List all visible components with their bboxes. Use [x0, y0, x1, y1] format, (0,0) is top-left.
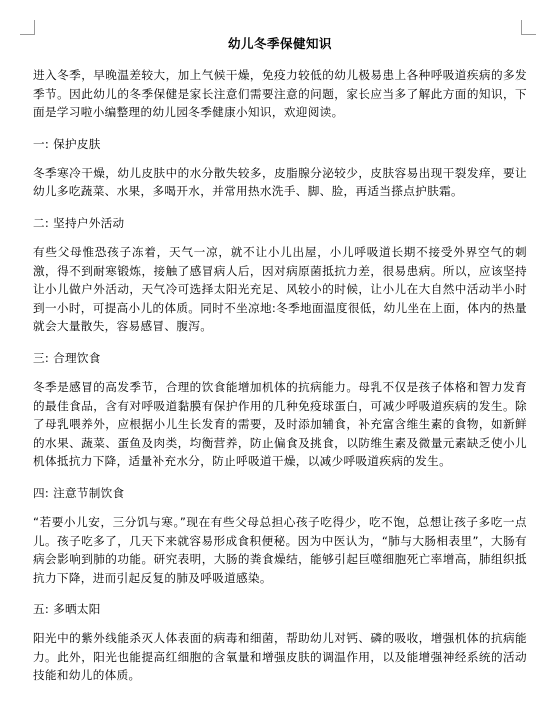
intro-paragraph: 进入冬季，早晚温差较大，加上气候干燥，免疫力较低的幼儿极易患上各种呼吸道疾病的多发季节。因此幼儿的冬季保健是家长注意们需要注意的问题，家长应当多了解此方面的知识，下面是学习啦小编整理的幼儿园冬季健康小知识，欢迎阅读。: [33, 68, 527, 120]
section-heading-skin: 一: 保护皮肤: [33, 136, 101, 151]
section-body-diet: 冬季是感冒的高发季节，合理的饮食能增加机体的抗病能力。母乳不仅是孩子体格和智力发育的最佳食品，含有对呼吸道黏膜有保护作用的几种免疫球蛋白，可减少呼吸道疾病的发生。除了母乳喂养外，应根据小儿生长发育的需要，及时添加辅食，补充富含维生素的食物，如新鲜的水果、蔬菜、蛋鱼及肉类，均衡营养，防止偏食及挑食，以防维生素及微量元素缺乏使小儿机体抵抗力下降，适量补充水分，防止呼吸道干燥，以减少呼吸道疾病的发生。: [33, 379, 527, 469]
document-title: 幼儿冬季保健知识: [227, 36, 332, 51]
section-body-moderation: “若要小儿安，三分饥与寒。”现在有些父母总担心孩子吃得少，吃不饱，总想让孩子多吃一点儿。孩子吃多了，几天下来就容易形成食积便秘。因为中医认为，“肺与大肠相表里”，大肠有病会影响到肺的功能。研究表明，大肠的粪食燥结，能够引起巨噬细胞死亡率增高，肺组织抵抗力下降，进而引起反复的肺及呼吸道感染。: [33, 514, 527, 585]
document-body: [33, 34, 527, 698]
section-body-sunlight: 阳光中的紫外线能杀灭人体表面的病毒和细菌，帮助幼儿对钙、磷的吸收，增强机体的抗病能力。此外，阳光也能提高红细胞的含氧量和增强皮肤的调温作用，以及能增强神经系统的活动技能和幼儿的体质。: [33, 631, 527, 683]
section-heading-sunlight: 五: 多晒太阳: [33, 602, 101, 617]
section-body-skin: 冬季寒冷干燥，幼儿皮肤中的水分散失较多，皮脂腺分泌较少，皮肤容易出现干裂发痒，要让幼儿多吃蔬菜、水果，多喝开水，并常用热水洗手、脚、脸，再适当搽点护肤霜。: [33, 165, 527, 199]
section-heading-outdoor: 二: 坚持户外活动: [33, 215, 125, 230]
section-heading-moderation: 四: 注意节制饮食: [33, 485, 125, 500]
page-corner-mark-right: [521, 20, 536, 35]
section-heading-diet: 三: 合理饮食: [33, 350, 101, 365]
page-corner-mark-left: [20, 20, 35, 35]
section-body-outdoor: 有些父母惟恐孩子冻着，天气一凉，就不让小儿出屋，小儿呼吸道长期不接受外界空气的刺激，得不到耐寒锻炼，接触了感冒病人后，因对病原菌抵抗力差，很易患病。所以，应该坚持让小儿做户外活动，天气冷可选择太阳光充足、风较小的时候，让小儿在大自然中活动半小时到一小时，可提高小儿的体质。同时不坐凉地:冬季地面温度很低，幼儿坐在上面，体内的热量就会大量散失，容易感冒、腹泻。: [33, 244, 527, 334]
